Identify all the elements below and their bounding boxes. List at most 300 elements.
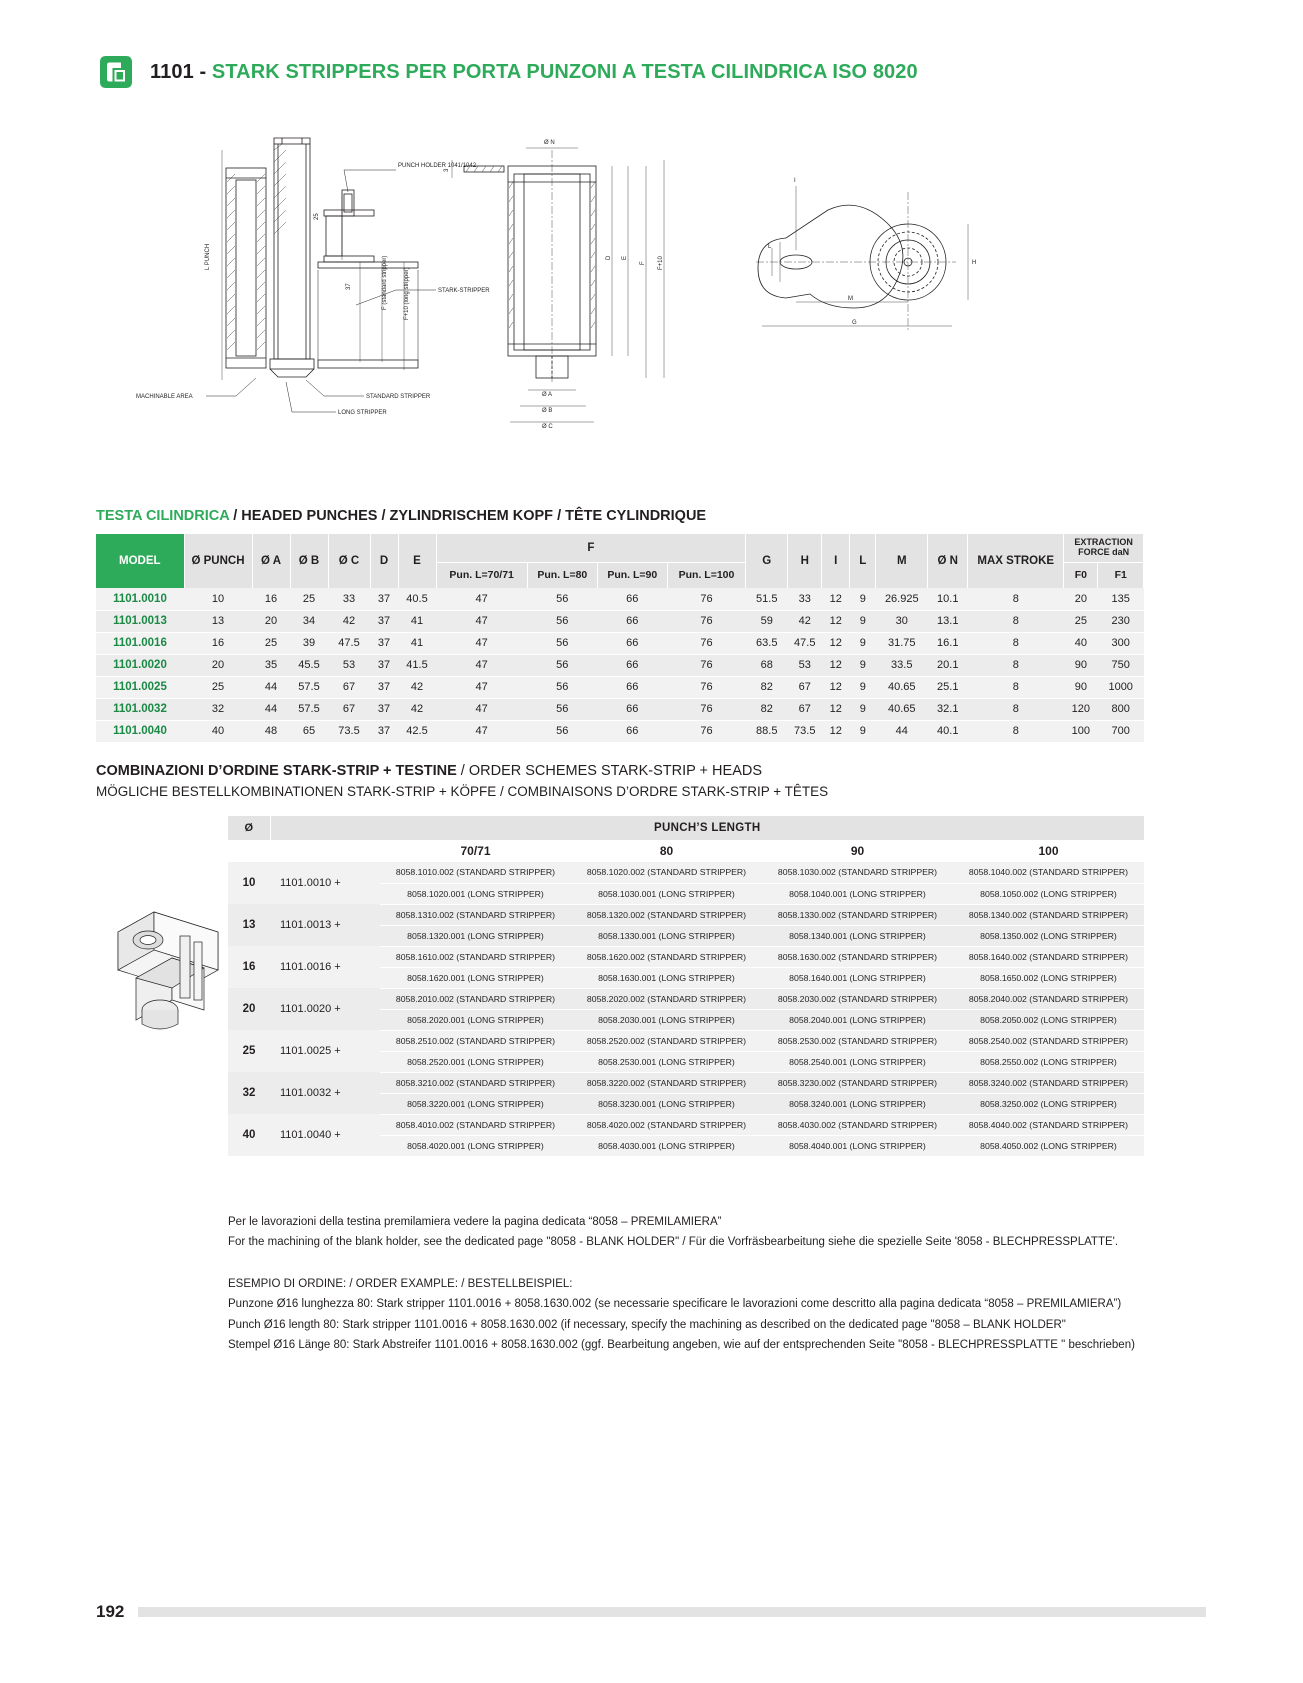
combo-cell-standard: 8058.2030.002 (STANDARD STRIPPER) — [762, 988, 953, 1009]
cell-model: 1101.0040 — [96, 720, 184, 742]
cell-g: 51.5 — [746, 588, 788, 610]
cell-i: 12 — [822, 698, 850, 720]
footer-rule — [138, 1607, 1206, 1617]
note-line-1: Per le lavorazioni della testina premilamiera vedere la pagina dedicata “8058 – PREMILAMIERA” — [228, 1216, 722, 1228]
cell-c: 73.5 — [328, 720, 370, 742]
cell-g: 82 — [746, 676, 788, 698]
combo-cell-long: 8058.2050.002 (LONG STRIPPER) — [953, 1009, 1144, 1030]
notes-block — [228, 1212, 1208, 1355]
table-row — [96, 632, 1144, 654]
cell-b: 34 — [290, 610, 328, 632]
combo-cell-standard: 8058.1340.002 (STANDARD STRIPPER) — [953, 904, 1144, 925]
cell-n: 20.1 — [928, 654, 968, 676]
cell-f100: 76 — [667, 654, 746, 676]
combo-cell-long: 8058.4040.001 (LONG STRIPPER) — [762, 1135, 953, 1156]
cell-f100: 76 — [667, 676, 746, 698]
combo-cell-long: 8058.1340.001 (LONG STRIPPER) — [762, 925, 953, 946]
col-extraction-force — [1064, 534, 1144, 562]
combo-row — [228, 988, 1144, 1009]
combo-cell-long: 8058.1640.001 (LONG STRIPPER) — [762, 967, 953, 988]
cell-h: 67 — [788, 676, 822, 698]
combo-cell-dia: 10 — [228, 862, 270, 904]
combo-cell-long: 8058.2020.001 (LONG STRIPPER) — [380, 1009, 571, 1030]
combo-cell-code: 1101.0040 + — [270, 1114, 380, 1156]
col-f-70: Pun. L=70/71 — [436, 562, 527, 588]
combo-cell-dia: 40 — [228, 1114, 270, 1156]
cell-f0: 40 — [1064, 632, 1098, 654]
table-row — [96, 654, 1144, 676]
combo-cell-dia: 16 — [228, 946, 270, 988]
table-row — [96, 610, 1144, 632]
cell-f90: 66 — [597, 588, 667, 610]
cell-b: 45.5 — [290, 654, 328, 676]
col-h: H — [788, 534, 822, 588]
cell-punch: 13 — [184, 610, 252, 632]
cell-m: 44 — [876, 720, 928, 742]
label-d: D — [606, 255, 612, 260]
col-max-stroke: MAX STROKE — [968, 534, 1064, 588]
cell-c: 42 — [328, 610, 370, 632]
cell-h: 47.5 — [788, 632, 822, 654]
combo-row — [228, 946, 1144, 967]
label-g: G — [852, 320, 857, 326]
cell-m: 26.925 — [876, 588, 928, 610]
page-footer — [96, 1603, 1206, 1621]
combo-cell-standard: 8058.2530.002 (STANDARD STRIPPER) — [762, 1030, 953, 1051]
combo-cell-standard: 8058.2540.002 (STANDARD STRIPPER) — [953, 1030, 1144, 1051]
label-dia-b: Ø B — [542, 408, 553, 414]
cell-e: 41 — [398, 632, 436, 654]
combo-cell-standard: 8058.3240.002 (STANDARD STRIPPER) — [953, 1072, 1144, 1093]
cell-b: 65 — [290, 720, 328, 742]
col-f-80: Pun. L=80 — [527, 562, 597, 588]
combo-cell-long: 8058.3220.001 (LONG STRIPPER) — [380, 1093, 571, 1114]
combo-cell-dia: 13 — [228, 904, 270, 946]
cell-c: 53 — [328, 654, 370, 676]
note-line-2: For the machining of the blank holder, see the dedicated page "8058 - BLANK HOLDER" / Für die Vorfräsbearbeitung siehe die spezielle Seite '8058 - BLECHPRESSPLATTE'. — [228, 1236, 1119, 1249]
col-i: I — [822, 534, 850, 588]
cell-n: 16.1 — [928, 632, 968, 654]
cell-punch: 32 — [184, 698, 252, 720]
col-f0: F0 — [1064, 562, 1098, 588]
combo-cell-long: 8058.1650.002 (LONG STRIPPER) — [953, 967, 1144, 988]
cell-f1: 750 — [1098, 654, 1144, 676]
cell-h: 42 — [788, 610, 822, 632]
cell-l: 9 — [850, 610, 876, 632]
cell-f100: 76 — [667, 632, 746, 654]
cell-l: 9 — [850, 588, 876, 610]
cell-punch: 20 — [184, 654, 252, 676]
cell-stroke: 8 — [968, 654, 1064, 676]
cell-d: 37 — [370, 720, 398, 742]
cell-n: 32.1 — [928, 698, 968, 720]
cell-e: 41.5 — [398, 654, 436, 676]
col-c: Ø C — [328, 534, 370, 588]
combo-cell-standard: 8058.2040.002 (STANDARD STRIPPER) — [953, 988, 1144, 1009]
combo-cell-long: 8058.1350.002 (LONG STRIPPER) — [953, 925, 1144, 946]
cell-g: 82 — [746, 698, 788, 720]
combo-cell-long: 8058.1050.002 (LONG STRIPPER) — [953, 883, 1144, 904]
combo-cell-long: 8058.2040.001 (LONG STRIPPER) — [762, 1009, 953, 1030]
combo-cell-standard: 8058.1040.002 (STANDARD STRIPPER) — [953, 862, 1144, 883]
cell-f0: 20 — [1064, 588, 1098, 610]
extraction-label: EXTRACTION — [1074, 537, 1133, 548]
combo-len-3: 100 — [953, 840, 1144, 862]
cell-f1: 800 — [1098, 698, 1144, 720]
cell-m: 40.65 — [876, 698, 928, 720]
combo-cell-standard: 8058.1320.002 (STANDARD STRIPPER) — [571, 904, 762, 925]
cell-f80: 56 — [527, 610, 597, 632]
label-h: H — [972, 260, 977, 266]
cell-l: 9 — [850, 720, 876, 742]
combo-cell-long: 8058.1620.001 (LONG STRIPPER) — [380, 967, 571, 988]
combo-cell-code: 1101.0025 + — [270, 1030, 380, 1072]
combo-cell-code: 1101.0016 + — [270, 946, 380, 988]
cell-a: 44 — [252, 698, 290, 720]
col-d: D — [370, 534, 398, 588]
col-e: E — [398, 534, 436, 588]
combo-cell-long: 8058.4050.002 (LONG STRIPPER) — [953, 1135, 1144, 1156]
combo-cell-standard: 8058.2010.002 (STANDARD STRIPPER) — [380, 988, 571, 1009]
combo-row — [228, 862, 1144, 883]
cell-stroke: 8 — [968, 698, 1064, 720]
cell-punch: 25 — [184, 676, 252, 698]
combo-cell-standard: 8058.2510.002 (STANDARD STRIPPER) — [380, 1030, 571, 1051]
technical-drawing — [96, 130, 1206, 470]
combo-cell-standard: 8058.4030.002 (STANDARD STRIPPER) — [762, 1114, 953, 1135]
combo-col-length: PUNCH’S LENGTH — [270, 816, 1144, 840]
combo-cell-long: 8058.3240.001 (LONG STRIPPER) — [762, 1093, 953, 1114]
cell-i: 12 — [822, 654, 850, 676]
cell-f0: 90 — [1064, 676, 1098, 698]
cell-g: 68 — [746, 654, 788, 676]
cell-f70: 47 — [436, 720, 527, 742]
label-l: L — [768, 244, 772, 250]
label-dim-37: 37 — [346, 283, 352, 290]
page-number: 192 — [96, 1602, 125, 1621]
combo-cell-long: 8058.2030.001 (LONG STRIPPER) — [571, 1009, 762, 1030]
combination-table — [228, 816, 1144, 1157]
combo-cell-standard: 8058.1030.002 (STANDARD STRIPPER) — [762, 862, 953, 883]
col-a: Ø A — [252, 534, 290, 588]
combo-header-row — [228, 816, 1144, 840]
section-subtitle — [96, 508, 706, 524]
order-example-de: Stempel Ø16 Länge 80: Stark Abstreifer 1101.0016 + 8058.1630.002 (ggf. Bearbeitung angeben, wie auf der entsprechenden Seite "8058 - BLECHPRESSPLATTE " beschrieben) — [228, 1338, 1135, 1351]
cell-a: 16 — [252, 588, 290, 610]
combo-cell-long: 8058.2530.001 (LONG STRIPPER) — [571, 1051, 762, 1072]
cell-punch: 40 — [184, 720, 252, 742]
cell-a: 20 — [252, 610, 290, 632]
label-standard-stripper: STANDARD STRIPPER — [366, 394, 431, 400]
label-three: 3 — [444, 168, 450, 172]
col-punch: Ø PUNCH — [184, 534, 252, 588]
combo-cell-dia: 25 — [228, 1030, 270, 1072]
combo-col-dia: Ø — [228, 816, 270, 840]
cell-d: 37 — [370, 654, 398, 676]
col-f-100: Pun. L=100 — [667, 562, 746, 588]
combo-len-2: 90 — [762, 840, 953, 862]
col-g: G — [746, 534, 788, 588]
cell-h: 53 — [788, 654, 822, 676]
combination-title — [96, 760, 1176, 803]
cell-m: 33.5 — [876, 654, 928, 676]
page-title — [150, 61, 918, 84]
label-i: I — [794, 178, 796, 184]
cell-i: 12 — [822, 588, 850, 610]
col-l: L — [850, 534, 876, 588]
combination-title-strong: COMBINAZIONI D’ORDINE STARK-STRIP + TESTINE — [96, 763, 457, 779]
cell-model: 1101.0032 — [96, 698, 184, 720]
cell-e: 40.5 — [398, 588, 436, 610]
cell-m: 40.65 — [876, 676, 928, 698]
combo-cell-standard: 8058.1330.002 (STANDARD STRIPPER) — [762, 904, 953, 925]
cell-m: 31.75 — [876, 632, 928, 654]
combo-row — [228, 1030, 1144, 1051]
cell-g: 59 — [746, 610, 788, 632]
cell-a: 48 — [252, 720, 290, 742]
combo-sub-blank2 — [270, 840, 380, 862]
cell-f90: 66 — [597, 632, 667, 654]
combo-row — [228, 904, 1144, 925]
table-header-row — [96, 534, 1144, 562]
combo-cell-code: 1101.0013 + — [270, 904, 380, 946]
cell-g: 88.5 — [746, 720, 788, 742]
cell-a: 25 — [252, 632, 290, 654]
cell-e: 42 — [398, 676, 436, 698]
cell-f70: 47 — [436, 676, 527, 698]
cell-a: 44 — [252, 676, 290, 698]
cell-d: 37 — [370, 610, 398, 632]
cell-h: 33 — [788, 588, 822, 610]
cell-model: 1101.0025 — [96, 676, 184, 698]
combination-title-line2: MÖGLICHE BESTELLKOMBINATIONEN STARK-STRIP + KÖPFE / COMBINAISONS D’ORDRE STARK-STRIP + TÊTES — [96, 784, 829, 800]
cell-d: 37 — [370, 632, 398, 654]
cell-h: 67 — [788, 698, 822, 720]
cell-f80: 56 — [527, 720, 597, 742]
cell-stroke: 8 — [968, 632, 1064, 654]
cell-m: 30 — [876, 610, 928, 632]
combo-cell-long: 8058.1330.001 (LONG STRIPPER) — [571, 925, 762, 946]
col-model: MODEL — [96, 534, 184, 588]
cell-e: 42.5 — [398, 720, 436, 742]
combo-cell-standard: 8058.2020.002 (STANDARD STRIPPER) — [571, 988, 762, 1009]
cell-f70: 47 — [436, 610, 527, 632]
combo-subheader-row — [228, 840, 1144, 862]
combo-cell-standard: 8058.3210.002 (STANDARD STRIPPER) — [380, 1072, 571, 1093]
combo-cell-dia: 20 — [228, 988, 270, 1030]
cell-b: 39 — [290, 632, 328, 654]
page-title-text: STARK STRIPPERS PER PORTA PUNZONI A TESTA CILINDRICA ISO 8020 — [211, 60, 918, 83]
label-machinable-area: MACHINABLE AREA — [136, 394, 193, 400]
combo-cell-standard: 8058.4020.002 (STANDARD STRIPPER) — [571, 1114, 762, 1135]
label-e: E — [622, 255, 628, 260]
combo-cell-standard: 8058.1310.002 (STANDARD STRIPPER) — [380, 904, 571, 925]
cell-c: 67 — [328, 698, 370, 720]
cell-a: 35 — [252, 654, 290, 676]
cell-f90: 66 — [597, 676, 667, 698]
label-dia-a: Ø A — [542, 392, 553, 398]
cell-f1: 700 — [1098, 720, 1144, 742]
cell-f1: 230 — [1098, 610, 1144, 632]
cell-f80: 56 — [527, 588, 597, 610]
combo-cell-long: 8058.3250.002 (LONG STRIPPER) — [953, 1093, 1144, 1114]
page-title-dash: - — [199, 60, 207, 83]
col-b: Ø B — [290, 534, 328, 588]
label-dia-c: Ø C — [542, 424, 553, 430]
label-m: M — [848, 296, 853, 302]
cell-i: 12 — [822, 632, 850, 654]
label-f-long: F+10 (long stripper) — [404, 267, 410, 320]
cell-f0: 120 — [1064, 698, 1098, 720]
label-dim-25: 25 — [314, 213, 320, 220]
col-f: F — [436, 534, 746, 562]
table-row — [96, 698, 1144, 720]
combo-cell-long: 8058.1020.001 (LONG STRIPPER) — [380, 883, 571, 904]
label-f-standard: F (standard stripper) — [382, 255, 388, 310]
cell-f1: 300 — [1098, 632, 1144, 654]
cell-d: 37 — [370, 676, 398, 698]
cell-d: 37 — [370, 698, 398, 720]
page-title-code: 1101 — [150, 60, 194, 83]
cell-c: 67 — [328, 676, 370, 698]
cell-model: 1101.0020 — [96, 654, 184, 676]
cell-punch: 16 — [184, 632, 252, 654]
label-stark-stripper: STARK-STRIPPER — [438, 288, 490, 294]
combo-len-0: 70/71 — [380, 840, 571, 862]
combo-len-1: 80 — [571, 840, 762, 862]
cell-i: 12 — [822, 610, 850, 632]
combo-cell-long: 8058.1030.001 (LONG STRIPPER) — [571, 883, 762, 904]
combo-cell-long: 8058.1320.001 (LONG STRIPPER) — [380, 925, 571, 946]
cell-f80: 56 — [527, 632, 597, 654]
cell-f80: 56 — [527, 676, 597, 698]
cell-b: 57.5 — [290, 698, 328, 720]
cell-c: 47.5 — [328, 632, 370, 654]
cell-n: 25.1 — [928, 676, 968, 698]
cell-g: 63.5 — [746, 632, 788, 654]
cell-l: 9 — [850, 676, 876, 698]
cell-f80: 56 — [527, 698, 597, 720]
label-l-punch: L PUNCH — [205, 243, 211, 270]
combo-cell-long: 8058.2550.002 (LONG STRIPPER) — [953, 1051, 1144, 1072]
cell-f70: 47 — [436, 698, 527, 720]
cell-f0: 90 — [1064, 654, 1098, 676]
cell-l: 9 — [850, 632, 876, 654]
section-subtitle-green: TESTA CILINDRICA — [96, 508, 230, 524]
combo-cell-standard: 8058.3230.002 (STANDARD STRIPPER) — [762, 1072, 953, 1093]
cell-f100: 76 — [667, 720, 746, 742]
combo-row — [228, 1072, 1144, 1093]
force-label: FORCE daN — [1078, 546, 1130, 557]
col-m: M — [876, 534, 928, 588]
table-row — [96, 676, 1144, 698]
cell-f0: 100 — [1064, 720, 1098, 742]
label-f10: F+10 — [658, 256, 664, 270]
cell-b: 25 — [290, 588, 328, 610]
combo-cell-standard: 8058.1010.002 (STANDARD STRIPPER) — [380, 862, 571, 883]
col-f-90: Pun. L=90 — [597, 562, 667, 588]
col-f1: F1 — [1098, 562, 1144, 588]
cell-c: 33 — [328, 588, 370, 610]
cell-f70: 47 — [436, 654, 527, 676]
cell-f1: 135 — [1098, 588, 1144, 610]
combo-cell-long: 8058.2520.001 (LONG STRIPPER) — [380, 1051, 571, 1072]
combo-cell-standard: 8058.2520.002 (STANDARD STRIPPER) — [571, 1030, 762, 1051]
combo-cell-long: 8058.1630.001 (LONG STRIPPER) — [571, 967, 762, 988]
cell-f90: 66 — [597, 610, 667, 632]
cell-stroke: 8 — [968, 676, 1064, 698]
combo-cell-standard: 8058.1630.002 (STANDARD STRIPPER) — [762, 946, 953, 967]
order-example-label: ESEMPIO DI ORDINE: / ORDER EXAMPLE: / BESTELLBEISPIEL: — [228, 1278, 573, 1291]
label-f: F — [640, 261, 646, 265]
cell-i: 12 — [822, 720, 850, 742]
combo-cell-standard: 8058.4040.002 (STANDARD STRIPPER) — [953, 1114, 1144, 1135]
combo-cell-standard: 8058.1620.002 (STANDARD STRIPPER) — [571, 946, 762, 967]
specifications-table — [96, 534, 1144, 743]
col-n: Ø N — [928, 534, 968, 588]
combo-cell-long: 8058.3230.001 (LONG STRIPPER) — [571, 1093, 762, 1114]
combo-cell-long: 8058.4020.001 (LONG STRIPPER) — [380, 1135, 571, 1156]
cell-h: 73.5 — [788, 720, 822, 742]
combo-cell-standard: 8058.1610.002 (STANDARD STRIPPER) — [380, 946, 571, 967]
cell-model: 1101.0013 — [96, 610, 184, 632]
combo-cell-long: 8058.2540.001 (LONG STRIPPER) — [762, 1051, 953, 1072]
combo-cell-standard: 8058.4010.002 (STANDARD STRIPPER) — [380, 1114, 571, 1135]
table-row — [96, 720, 1144, 742]
cell-f90: 66 — [597, 720, 667, 742]
cell-l: 9 — [850, 654, 876, 676]
cell-f0: 25 — [1064, 610, 1098, 632]
cell-n: 10.1 — [928, 588, 968, 610]
cell-f70: 47 — [436, 588, 527, 610]
cell-l: 9 — [850, 698, 876, 720]
cell-e: 41 — [398, 610, 436, 632]
label-dia-n: Ø N — [544, 140, 555, 146]
combo-cell-standard: 8058.3220.002 (STANDARD STRIPPER) — [571, 1072, 762, 1093]
combo-sub-blank1 — [228, 840, 270, 862]
cell-i: 12 — [822, 676, 850, 698]
cell-model: 1101.0016 — [96, 632, 184, 654]
table-row — [96, 588, 1144, 610]
section-subtitle-rest: / HEADED PUNCHES / ZYLINDRISCHEM KOPF / TÊTE CYLINDRIQUE — [229, 508, 707, 524]
combo-cell-long: 8058.4030.001 (LONG STRIPPER) — [571, 1135, 762, 1156]
cell-d: 37 — [370, 588, 398, 610]
cell-punch: 10 — [184, 588, 252, 610]
label-long-stripper: LONG STRIPPER — [338, 410, 387, 416]
cell-f90: 66 — [597, 654, 667, 676]
combo-cell-code: 1101.0032 + — [270, 1072, 380, 1114]
combo-cell-dia: 32 — [228, 1072, 270, 1114]
cell-stroke: 8 — [968, 610, 1064, 632]
combo-cell-standard: 8058.1640.002 (STANDARD STRIPPER) — [953, 946, 1144, 967]
cell-f100: 76 — [667, 588, 746, 610]
cell-model: 1101.0010 — [96, 588, 184, 610]
cell-n: 40.1 — [928, 720, 968, 742]
combination-title-rest: / ORDER SCHEMES STARK-STRIP + HEADS — [456, 763, 763, 779]
cell-stroke: 8 — [968, 720, 1064, 742]
brand-logo-icon — [96, 52, 136, 92]
cell-f90: 66 — [597, 698, 667, 720]
combo-cell-long: 8058.1040.001 (LONG STRIPPER) — [762, 883, 953, 904]
cell-b: 57.5 — [290, 676, 328, 698]
cell-f100: 76 — [667, 610, 746, 632]
combo-cell-code: 1101.0020 + — [270, 988, 380, 1030]
cell-f70: 47 — [436, 632, 527, 654]
cell-f80: 56 — [527, 654, 597, 676]
order-example-en: Punch Ø16 length 80: Stark stripper 1101.0016 + 8058.1630.002 (if necessary, specify the machining as described on the dedicated page "8058 – BLANK HOLDER" — [228, 1318, 1066, 1331]
label-punch-holder: PUNCH HOLDER 1041/1042 — [398, 163, 477, 169]
combination-table-wrapper — [228, 816, 1144, 1157]
